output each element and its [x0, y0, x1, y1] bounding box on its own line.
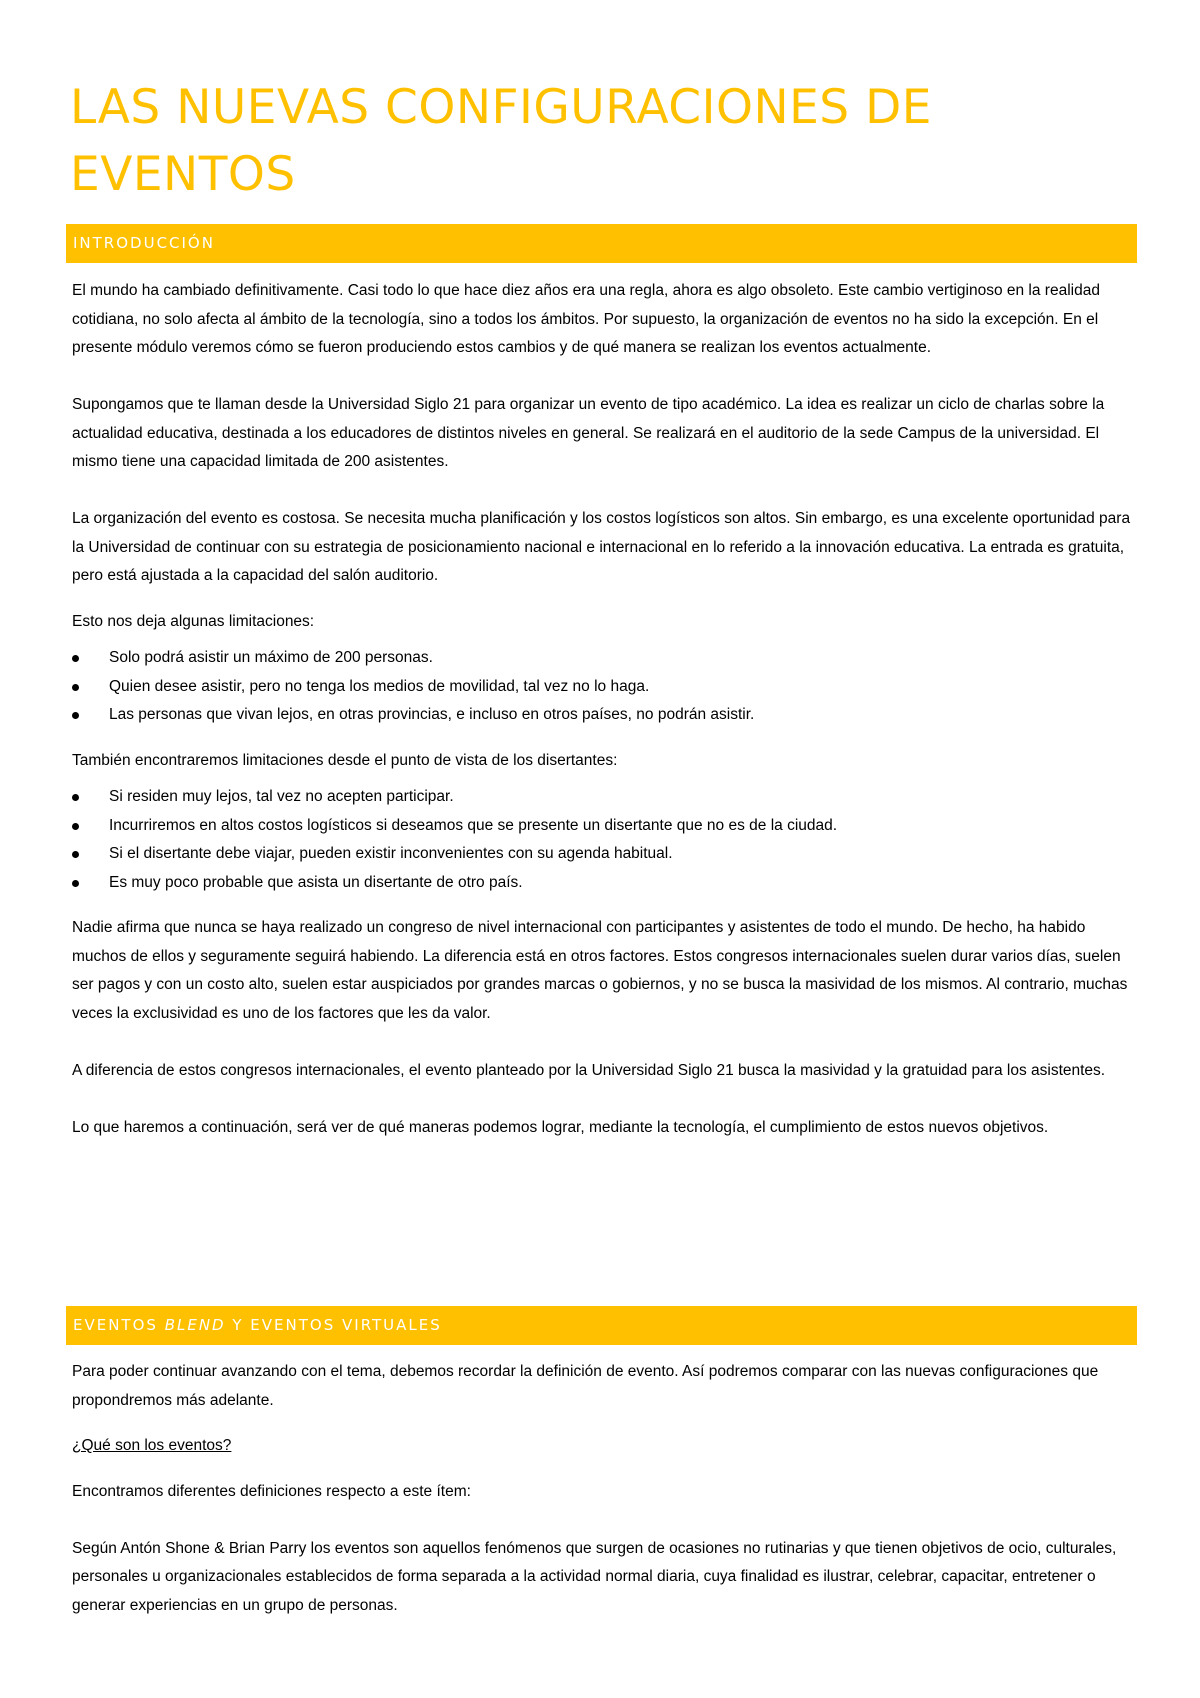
- bullet-icon: [72, 880, 79, 887]
- list-item: [72, 840, 1137, 869]
- bullet-icon: [72, 655, 79, 662]
- list-item-text: Es muy poco probable que asista un disertante de otro país.: [109, 873, 523, 891]
- bullet-icon: [72, 712, 79, 719]
- list-item: [72, 701, 1137, 730]
- intro-section-body: [72, 277, 1137, 1142]
- intro-paragraph-6: Nadie afirma que nunca se haya realizado un congreso de nivel internacional con participantes y asistentes de todo el mundo. De hecho, ha habido muchos de ellos y seguramente seguirá habiendo. La diferencia está en otros factores. Estos congresos internacionales suelen durar varios días, suelen ser pagos y con un costo alto, suelen estar auspiciados por grandes marcas o gobiernos, y no se busca la masividad de los mismos. Al contrario, muchas veces la exclusividad es uno de los factores que les da valor.: [72, 919, 1128, 1022]
- list-item-text: Si el disertante debe viajar, pueden existir inconvenientes con su agenda habitual.: [109, 845, 673, 862]
- list-item: [72, 869, 1137, 898]
- list-item-text: Quien desee asistir, pero no tenga los medios de movilidad, tal vez no lo haga.: [109, 677, 650, 695]
- intro-paragraph-1: El mundo ha cambiado definitivamente. Casi todo lo que hace diez años era una regla, ahora es algo obsoleto. Este cambio vertiginoso en la realidad cotidiana, no solo afecta al ámbito de la tecnología, sino a todos los ámbitos. Por supuesto, la organización de eventos no ha sido la excepción. En el presente módulo veremos cómo se fueron produciendo estos cambios y de qué manera se realizan los eventos actualmente.: [72, 282, 1100, 356]
- section-heading-eventos-blend: [66, 1306, 1137, 1345]
- events-subheading: ¿Qué son los eventos?: [72, 1437, 232, 1454]
- intro-paragraph-8: Lo que haremos a continuación, será ver de qué maneras podemos lograr, mediante la tecnología, el cumplimiento de estos nuevos objetivos.: [72, 1118, 1049, 1136]
- heading-text-post: Y EVENTOS VIRTUALES: [225, 1316, 442, 1334]
- intro-paragraph-5: También encontraremos limitaciones desde el punto de vista de los disertantes:: [72, 751, 618, 769]
- events-paragraph-2: Encontramos diferentes definiciones respecto a este ítem:: [72, 1482, 471, 1500]
- bullet-icon: [72, 794, 79, 801]
- intro-paragraph-3: La organización del evento es costosa. Se necesita mucha planificación y los costos logísticos son altos. Sin embargo, es una excelente oportunidad para la Universidad de continuar con su estrategia de posicionamiento nacional e internacional en lo referido a la innovación educativa. La entrada es gratuita, pero está ajustada a la capacidad del salón auditorio.: [72, 510, 1131, 584]
- list-item: [72, 812, 1137, 841]
- list-item: [72, 783, 1137, 812]
- intro-paragraph-7: A diferencia de estos congresos internacionales, el evento planteado por la Universidad Siglo 21 busca la masividad y la gratuidad para los asistentes.: [72, 1061, 1106, 1079]
- list-item-text: Incurriremos en altos costos logísticos si deseamos que se presente un disertante que no es de la ciudad.: [109, 816, 838, 834]
- events-paragraph-3: Según Antón Shone & Brian Parry los eventos son aquellos fenómenos que surgen de ocasiones no rutinarias y que tienen objetivos de ocio, culturales, personales u organizacionales establecidos de forma separada a la actividad normal diaria, cuya finalidad es ilustrar, celebrar, capacitar, entretener o generar experiencias en un grupo de personas.: [72, 1539, 1117, 1614]
- heading-text-pre: EVENTOS: [73, 1316, 165, 1334]
- list-item-text: Solo podrá asistir un máximo de 200 personas.: [109, 649, 433, 666]
- bullet-icon: [72, 823, 79, 830]
- heading-text-emphasis: BLEND: [164, 1316, 226, 1334]
- events-section-body: [72, 1358, 1137, 1620]
- events-paragraph-1: Para poder continuar avanzando con el tema, debemos recordar la definición de evento. Así podremos comparar con las nuevas configuraciones que propondremos más adelante.: [72, 1363, 1099, 1409]
- bullet-icon: [72, 851, 79, 858]
- intro-paragraph-4: Esto nos deja algunas limitaciones:: [72, 612, 315, 630]
- document-title: LAS NUEVAS CONFIGURACIONES DE EVENTOS: [70, 80, 932, 202]
- section-heading-introduccion: INTRODUCCIÓN: [66, 224, 1137, 263]
- list-item: [72, 644, 1137, 673]
- limitations-list: [72, 644, 1137, 730]
- list-item-text: Las personas que vivan lejos, en otras provincias, e incluso en otros países, no podrán asistir.: [109, 706, 755, 723]
- intro-paragraph-2: Supongamos que te llaman desde la Universidad Siglo 21 para organizar un evento de tipo académico. La idea es realizar un ciclo de charlas sobre la actualidad educativa, destinada a los educadores de distintos niveles en general. Se realizará en el auditorio de la sede Campus de la universidad. El mismo tiene una capacidad limitada de 200 asistentes.: [72, 396, 1105, 470]
- bullet-icon: [72, 684, 79, 691]
- list-item: [72, 673, 1137, 702]
- list-item-text: Si residen muy lejos, tal vez no acepten participar.: [109, 788, 454, 805]
- speaker-limitations-list: [72, 783, 1137, 897]
